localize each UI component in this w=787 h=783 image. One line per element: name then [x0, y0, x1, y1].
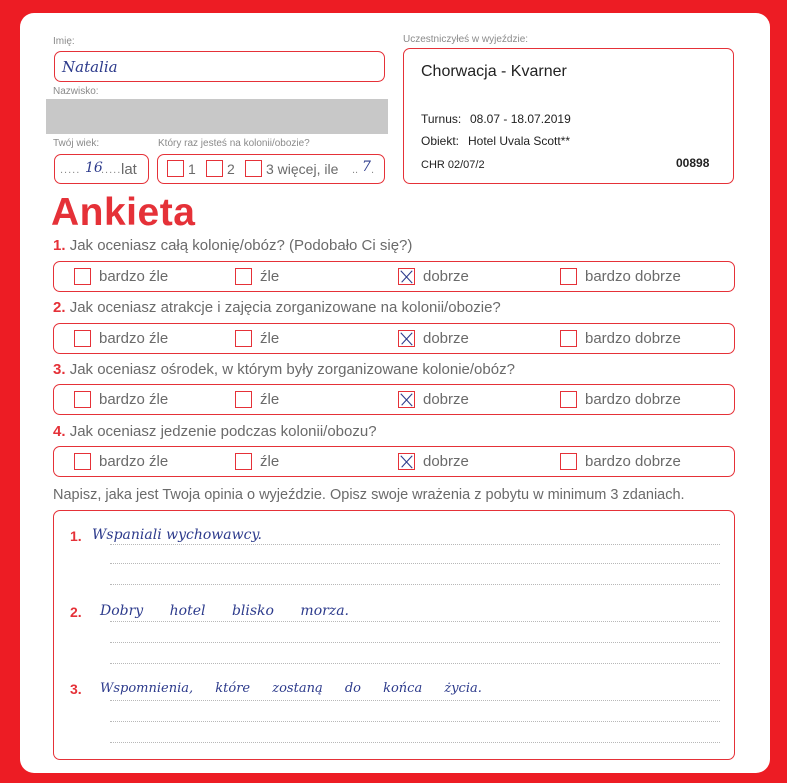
question-1-text: Jak oceniasz całą kolonię/obóz? (Podobało Ci się?): [69, 237, 413, 254]
question-1-option-4-label: bardzo dobrze: [585, 268, 681, 285]
name-value: Natalia: [62, 58, 118, 76]
question-1-checkbox-2[interactable]: [235, 268, 252, 285]
object-label: Obiekt:: [421, 134, 460, 148]
times-option-2: 2: [227, 161, 235, 177]
question-3-option-1-label: bardzo źle: [99, 391, 169, 408]
age-unit: lat: [121, 161, 137, 178]
question-3-checkbox-4[interactable]: [560, 391, 577, 408]
answer-1-number: 1.: [70, 528, 82, 544]
name-label: Imię:: [53, 36, 75, 47]
question-4-checkbox-4[interactable]: [560, 453, 577, 470]
question-2-option-1-label: bardzo źle: [99, 330, 169, 347]
question-4-option-4-label: bardzo dobrze: [585, 453, 681, 470]
question-1-checkbox-4[interactable]: [560, 268, 577, 285]
survey-sheet: [20, 13, 770, 773]
question-3-option-2-label: źle: [260, 391, 280, 408]
times-checkbox-1[interactable]: [167, 160, 184, 177]
question-3-checkbox-1[interactable]: [74, 391, 91, 408]
age-field[interactable]: ..... 16 ..... lat: [54, 154, 149, 184]
check-mark-icon: [399, 392, 414, 407]
question-3-text: Jak oceniasz ośrodek, w którym były zorganizowane kolonie/obóz?: [69, 361, 515, 378]
question-4-number: 4.: [53, 423, 66, 440]
camp-code: CHR 02/07/2: [421, 159, 485, 171]
question-1-options: [53, 261, 735, 292]
question-2-checkbox-2[interactable]: [235, 330, 252, 347]
question-3-checkbox-3[interactable]: [398, 391, 415, 408]
question-3-checkbox-2[interactable]: [235, 391, 252, 408]
surname-redacted: [46, 99, 388, 134]
question-2-options: [53, 323, 735, 354]
camp-name: Chorwacja - Kvarner: [421, 63, 567, 80]
times-value: 7: [362, 159, 371, 175]
times-checkbox-2[interactable]: [206, 160, 223, 177]
question-3-option-3-label: dobrze: [423, 391, 469, 408]
name-field[interactable]: [54, 51, 385, 82]
participant-label: Uczestniczyłeś w wyjeździe:: [403, 34, 529, 45]
question-3-option-4-label: bardzo dobrze: [585, 391, 681, 408]
question-2-option-2-label: źle: [260, 330, 280, 347]
question-1-option-2-label: źle: [260, 268, 280, 285]
object-value: Hotel Uvala Scott**: [468, 134, 571, 148]
question-2-text: Jak oceniasz atrakcje i zajęcia zorganizowane na kolonii/obozie?: [69, 299, 501, 316]
times-checkbox-3[interactable]: [245, 160, 262, 177]
age-label: Twój wiek:: [53, 138, 100, 149]
question-1-option-1-label: bardzo źle: [99, 268, 169, 285]
question-4-option-3-label: dobrze: [423, 453, 469, 470]
times-option-1: 1: [188, 161, 196, 177]
question-4-checkbox-3[interactable]: [398, 453, 415, 470]
question-4-text: Jak oceniasz jedzenie podczas kolonii/obozu?: [69, 423, 377, 440]
answer-1-text: Wspaniali wychowawcy.: [92, 527, 262, 543]
answer-2-number: 2.: [70, 604, 82, 620]
question-1-option-3-label: dobrze: [423, 268, 469, 285]
times-field: 1 2 3 więcej, ile .. 7 .: [157, 154, 385, 184]
question-1-number: 1.: [53, 237, 66, 254]
opinion-prompt: Napisz, jaka jest Twoja opinia o wyjeździe. Opisz swoje wrażenia z pobytu w minimum 3 zdaniach.: [53, 487, 685, 503]
times-label: Który raz jesteś na kolonii/obozie?: [158, 138, 310, 149]
question-1: [53, 237, 412, 254]
question-2-checkbox-4[interactable]: [560, 330, 577, 347]
check-mark-icon: [399, 454, 414, 469]
question-1-checkbox-3[interactable]: [398, 268, 415, 285]
opinion-box[interactable]: [53, 510, 735, 760]
check-mark-icon: [399, 269, 414, 284]
question-4: [53, 423, 377, 440]
camp-number: 00898: [676, 156, 710, 170]
question-4-options: [53, 446, 735, 477]
check-mark-icon: [399, 331, 414, 346]
question-3-number: 3.: [53, 361, 66, 378]
question-4-option-1-label: bardzo źle: [99, 453, 169, 470]
question-2-checkbox-1[interactable]: [74, 330, 91, 347]
question-3: [53, 361, 515, 378]
question-2-checkbox-3[interactable]: [398, 330, 415, 347]
answer-3-text: Wspomnienia, które zostaną do końca życia.: [100, 681, 482, 696]
question-4-checkbox-1[interactable]: [74, 453, 91, 470]
answer-3-number: 3.: [70, 681, 82, 697]
turnus-label: Turnus:: [421, 112, 462, 126]
question-2-option-3-label: dobrze: [423, 330, 469, 347]
survey-title: Ankieta: [51, 191, 196, 234]
question-2: [53, 299, 501, 316]
surname-label: Nazwisko:: [53, 86, 99, 97]
age-value: 16: [85, 160, 103, 176]
question-2-number: 2.: [53, 299, 66, 316]
question-4-option-2-label: źle: [260, 453, 280, 470]
turnus-value: 08.07 - 18.07.2019: [470, 112, 571, 126]
question-1-checkbox-1[interactable]: [74, 268, 91, 285]
question-4-checkbox-2[interactable]: [235, 453, 252, 470]
times-option-3: 3 więcej, ile: [266, 161, 339, 177]
question-2-option-4-label: bardzo dobrze: [585, 330, 681, 347]
answer-2-text: Dobry hotel blisko morza.: [100, 603, 349, 619]
question-3-options: [53, 384, 735, 415]
camp-info-box: [403, 48, 734, 184]
